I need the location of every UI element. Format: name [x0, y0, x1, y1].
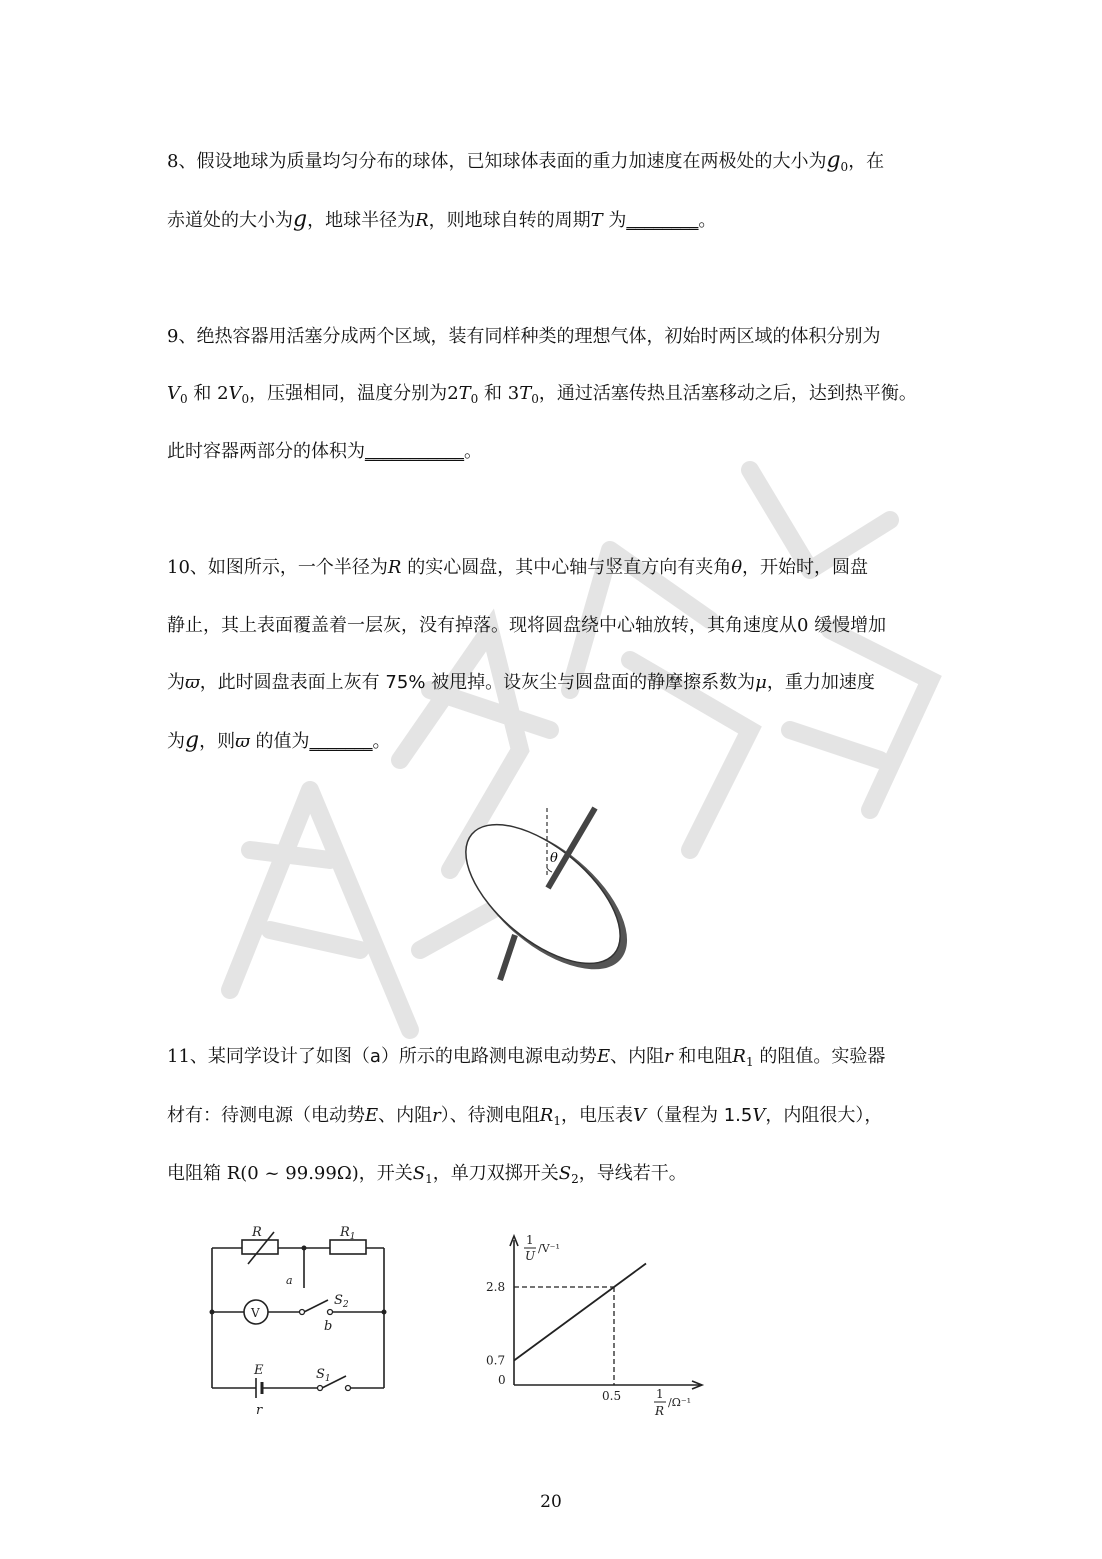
q9-line-3: 此时容器两部分的体积为___________。 — [167, 441, 482, 462]
rheostat-R — [242, 1240, 278, 1254]
q9-line-1: 9、绝热容器用活塞分成两个区域，装有同样种类的理想气体，初始时两区域的体积分别为 — [167, 326, 881, 347]
svg-text:b: b — [324, 1319, 333, 1334]
resistor-R1 — [330, 1240, 366, 1254]
y-tick-0.7: 0.7 — [486, 1353, 506, 1368]
disk-axis-lower — [500, 935, 515, 980]
q11-line-1: 11、某同学设计了如图（a）所示的电路测电源电动势E、内阻r 和电阻$R_1$ 的阻值。实验器 — [167, 1046, 886, 1069]
origin-label: 0 — [498, 1373, 506, 1387]
inverse-voltage-graph — [470, 1230, 730, 1430]
q9-answer-blank: ___________ — [365, 441, 464, 462]
page-number: 20 — [540, 1492, 562, 1512]
q11-line-3: 电阻箱 R(0 ~ 99.99Ω)，开关$S_1$，单刀双掷开关$S_2$，导线若干。 — [167, 1163, 687, 1186]
svg-text:S2: $S_2$ — [334, 1293, 349, 1310]
q8-line-2: 赤道处的大小为g，地球半径为R，则地球自转的周期T 为________。 — [167, 207, 717, 232]
svg-text:a: a — [286, 1274, 293, 1287]
rotating-disk-figure — [440, 800, 650, 990]
svg-text:R: R — [252, 1225, 262, 1240]
q11-line-2: 材有：待测电源（电动势E、内阻r）、待测电阻$R_1$，电压表V（量程为 1.5V，内阻很大）， — [167, 1105, 883, 1128]
q8-line-1: 8、假设地球为质量均匀分布的球体，已知球体表面的重力加速度在两极处的大小为$g_0$，在 — [167, 148, 885, 174]
q10-line-3: 为ϖ，此时圆盘表面上灰有 75% 被甩掉。设灰尘与圆盘面的静摩擦系数为μ，重力加速度 — [167, 672, 875, 693]
svg-text:U: U — [525, 1249, 536, 1263]
y-axis-label: 1 — [526, 1233, 534, 1247]
q9-line-2: $V_0$ 和 $2V_0$，压强相同，温度分别为$2T_0$ 和 $3T_0$，通过活塞传热且活塞移动之后，达到热平衡。 — [167, 383, 917, 406]
svg-text:R: R — [655, 1404, 665, 1418]
svg-text:V: V — [251, 1306, 260, 1320]
svg-text:r: r — [256, 1403, 263, 1418]
svg-text:S1: $S_1$ — [316, 1367, 331, 1384]
q10-line-4: 为g，则ϖ 的值为_______。 — [167, 728, 391, 753]
svg-text:R1: $R_1$ — [340, 1225, 356, 1242]
x-tick-0.5: 0.5 — [602, 1389, 622, 1403]
x-axis-label: 1 — [656, 1387, 664, 1401]
circuit-diagram — [200, 1220, 400, 1420]
svg-text:/V⁻¹: /V⁻¹ — [538, 1242, 560, 1255]
series-line — [514, 1263, 646, 1360]
q10-line-1: 10、如图所示，一个半径为R 的实心圆盘，其中心轴与竖直方向有夹角θ，开始时，圆盘 — [167, 557, 869, 578]
svg-text:E: E — [254, 1363, 264, 1378]
svg-text:/Ω⁻¹: /Ω⁻¹ — [668, 1396, 692, 1409]
q10-answer-blank: _______ — [309, 731, 373, 752]
q10-line-2: 静止，其上表面覆盖着一层灰，没有掉落。现将圆盘绕中心轴放转，其角速度从0 缓慢增加 — [167, 615, 887, 636]
y-tick-2.8: 2.8 — [486, 1280, 506, 1294]
angle-theta-label: θ — [550, 851, 558, 866]
q8-answer-blank: ________ — [626, 210, 699, 231]
